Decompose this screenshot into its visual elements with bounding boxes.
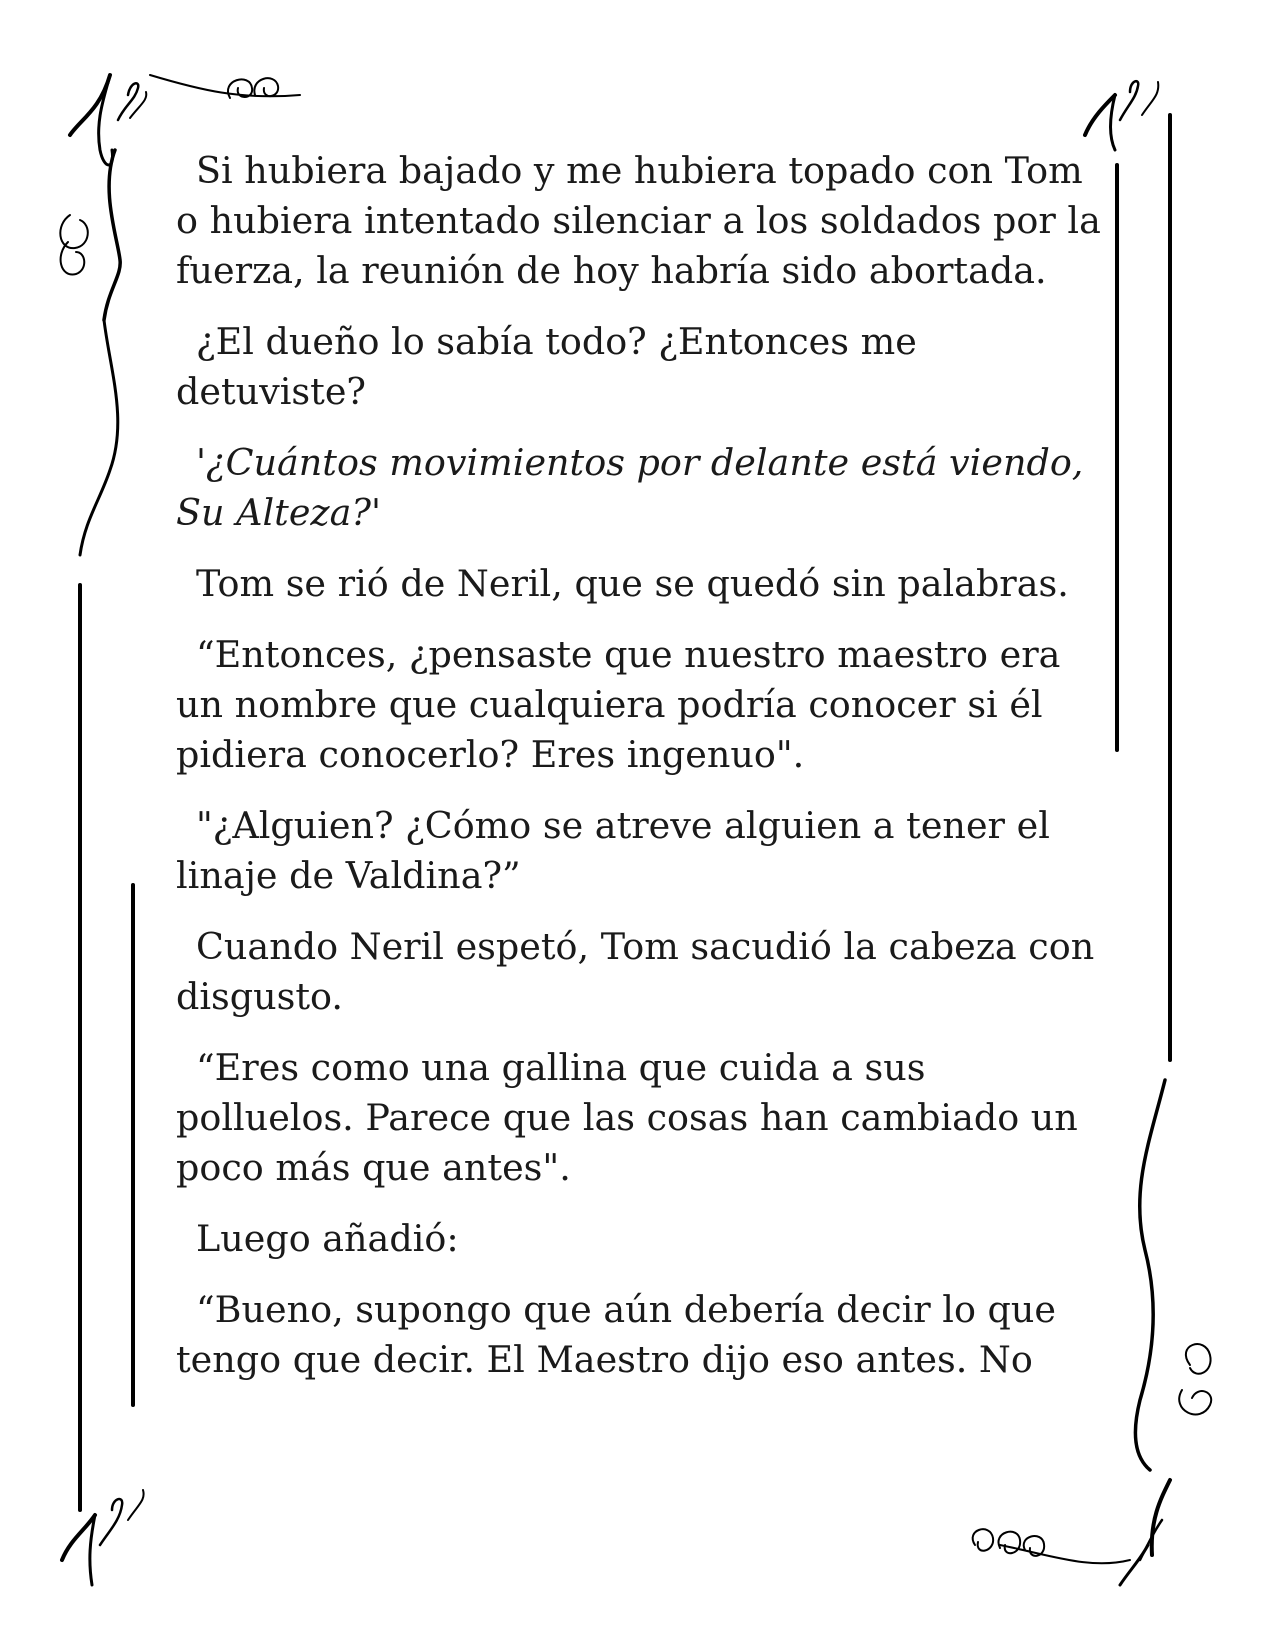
paragraph: Tom se rió de Neril, que se quedó sin palabras. [196,562,1069,605]
paragraph: ¿El dueño lo sabía todo? ¿Entonces me detuviste? [176,320,917,413]
paragraph: “Bueno, supongo que aún debería decir lo que tengo que decir. El Maestro dijo eso antes. No [176,1288,1057,1381]
paragraph: "¿Alguien? ¿Cómo se atreve alguien a tener el linaje de Valdina?” [176,804,1050,897]
paragraph: “Eres como una gallina que cuida a sus polluelos. Parece que las cosas han cambiado un poco más que antes". [176,1046,1078,1189]
paragraph: Cuando Neril espetó, Tom sacudió la cabeza con disgusto. [176,925,1095,1018]
page-text [176,146,1111,1406]
paragraph-italic-thought: '¿Cuántos movimientos por delante está viendo, Su Alteza?' [176,441,1084,534]
paragraph: “Entonces, ¿pensaste que nuestro maestro era un nombre que cualquiera podría conocer si él pidiera conocerlo? Eres ingenuo". [176,633,1061,776]
bottom-left-flourish [62,1490,144,1585]
top-right-flourish [1085,81,1158,150]
paragraph: Luego añadió: [196,1217,459,1260]
paragraph: Si hubiera bajado y me hubiera topado con Tom o hubiera intentado silenciar a los soldados por la fuerza, la reunión de hoy habría sido abortada. [176,149,1101,292]
